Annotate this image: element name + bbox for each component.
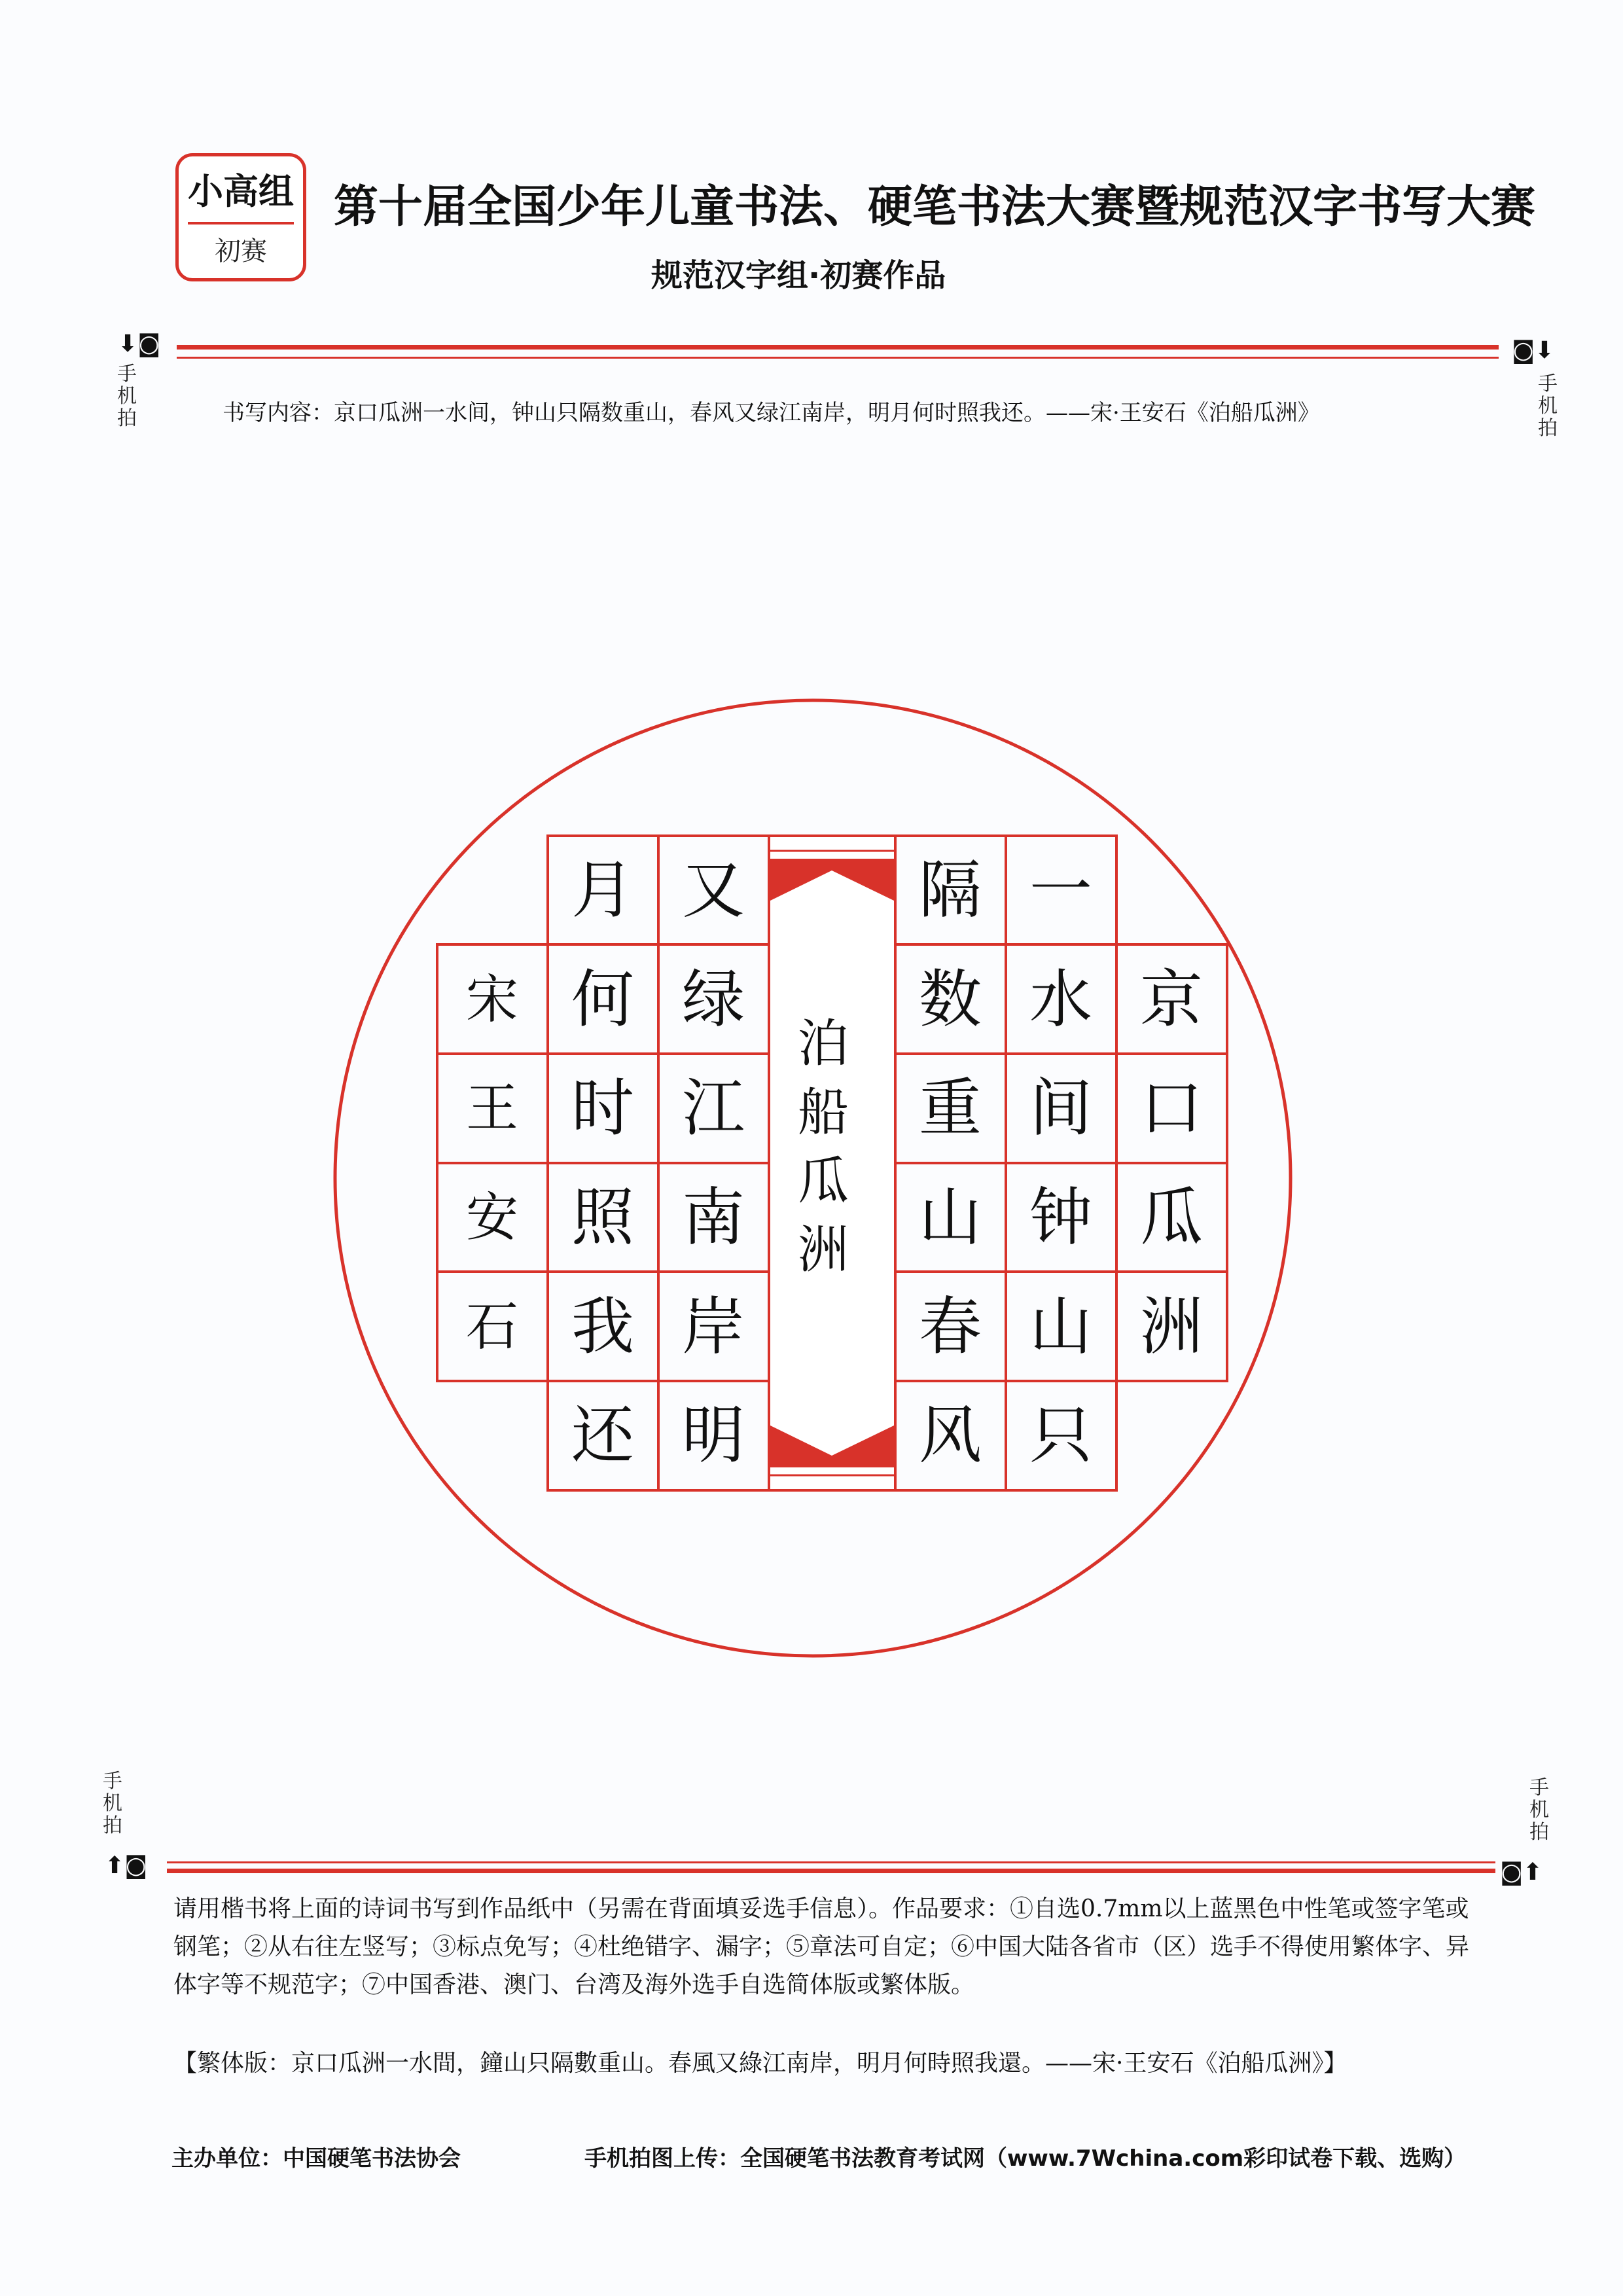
poem-char: 又 xyxy=(682,853,745,927)
traditional-version: 【繁体版：京口瓜洲一水間，鐘山只隔數重山。春風又綠江南岸，明月何時照我還。——宋·王安石《泊船瓜洲》】 xyxy=(173,2050,1347,2077)
poem-char: 只 xyxy=(1029,1399,1092,1472)
bottom-rule-thick xyxy=(167,1869,1495,1873)
side-label-bottom-right: 手机拍 xyxy=(1529,1776,1549,1844)
poem-char: 我 xyxy=(571,1290,634,1363)
poem-char: 宋 xyxy=(466,969,518,1030)
right-grid xyxy=(895,836,1227,1490)
content-line: 书写内容：京口瓜洲一水间，钟山只隔数重山，春风又绿江南岸，明月何时照我还。——宋·王安石《泊船瓜洲》 xyxy=(223,400,1320,426)
poem-char: 照 xyxy=(571,1181,634,1254)
poem-char: 钟 xyxy=(1029,1181,1092,1254)
poem-char: 岸 xyxy=(682,1290,745,1363)
left-grid xyxy=(437,836,769,1490)
poem-char: 江 xyxy=(682,1071,745,1145)
poem-char: 时 xyxy=(571,1071,634,1145)
poem-char: 口 xyxy=(1140,1071,1203,1145)
badge-stage: 初赛 xyxy=(215,236,267,266)
side-label-top-right: 手机拍 xyxy=(1538,372,1558,440)
poem-char: 月 xyxy=(571,853,634,927)
title-char: 泊 xyxy=(797,1014,849,1073)
poem-char: 石 xyxy=(466,1296,518,1357)
poem-char: 风 xyxy=(919,1399,982,1472)
title-char: 瓜 xyxy=(797,1152,849,1211)
bottom-rule-thin xyxy=(167,1861,1495,1863)
upload-info: 手机拍图上传：全国硬笔书法教育考试网（www.7Wchina.com彩印试卷下载、选购） xyxy=(584,2145,1467,2172)
arrow-up-camera-icon: ⬆◙ xyxy=(105,1852,148,1879)
poem-char: 山 xyxy=(919,1181,982,1254)
poem-char: 何 xyxy=(571,963,634,1036)
organizer: 主办单位：中国硬笔书法协会 xyxy=(171,2145,461,2172)
camera-arrow-down-icon: ◙⬇ xyxy=(1512,337,1555,364)
poem-char: 重 xyxy=(919,1071,982,1145)
poem-char: 绿 xyxy=(682,963,745,1036)
badge-group: 小高组 xyxy=(188,171,294,212)
poem-char: 间 xyxy=(1029,1071,1092,1145)
side-label-top-left: 手机拍 xyxy=(117,363,137,430)
page-subtitle: 规范汉字组·初赛作品 xyxy=(651,257,946,294)
poem-char: 南 xyxy=(682,1181,745,1254)
poem-char: 春 xyxy=(919,1290,982,1363)
page-title: 第十届全国少年儿童书法、硬笔书法大赛暨规范汉字书写大赛 xyxy=(334,181,1536,233)
poem-char: 隔 xyxy=(919,853,982,927)
camera-arrow-up-icon: ◙⬆ xyxy=(1500,1859,1543,1886)
poem-char: 数 xyxy=(919,963,982,1036)
arrow-down-camera-icon: ⬇◙ xyxy=(118,331,161,357)
poem-char: 洲 xyxy=(1140,1290,1203,1363)
side-label-bottom-left: 手机拍 xyxy=(103,1770,122,1837)
poem-char: 一 xyxy=(1029,853,1092,927)
poem-char: 明 xyxy=(682,1399,745,1472)
poem-char: 水 xyxy=(1029,963,1092,1036)
title-char: 洲 xyxy=(797,1221,849,1280)
instructions: 请用楷书将上面的诗词书写到作品纸中（另需在背面填妥选手信息）。作品要求：①自选0.7mm以上蓝黑色中性笔或签字笔或钢笔；②从右往左竖写；③标点免写；④杜绝错字、漏字；⑤章法可自定；⑥中国大陆各省市（区）选手不得使用繁体字、异体字等不规范字；⑦中国香港、澳门、台湾及海外选手自选简体版或繁体版。 xyxy=(173,1895,1470,1998)
poem-char: 王 xyxy=(466,1077,518,1139)
poem-char: 山 xyxy=(1029,1290,1092,1363)
poem-char: 京 xyxy=(1140,963,1203,1036)
poem-char: 还 xyxy=(571,1399,634,1472)
poem-char: 瓜 xyxy=(1140,1181,1203,1254)
poem-char: 安 xyxy=(466,1187,518,1248)
title-char: 船 xyxy=(797,1083,849,1142)
